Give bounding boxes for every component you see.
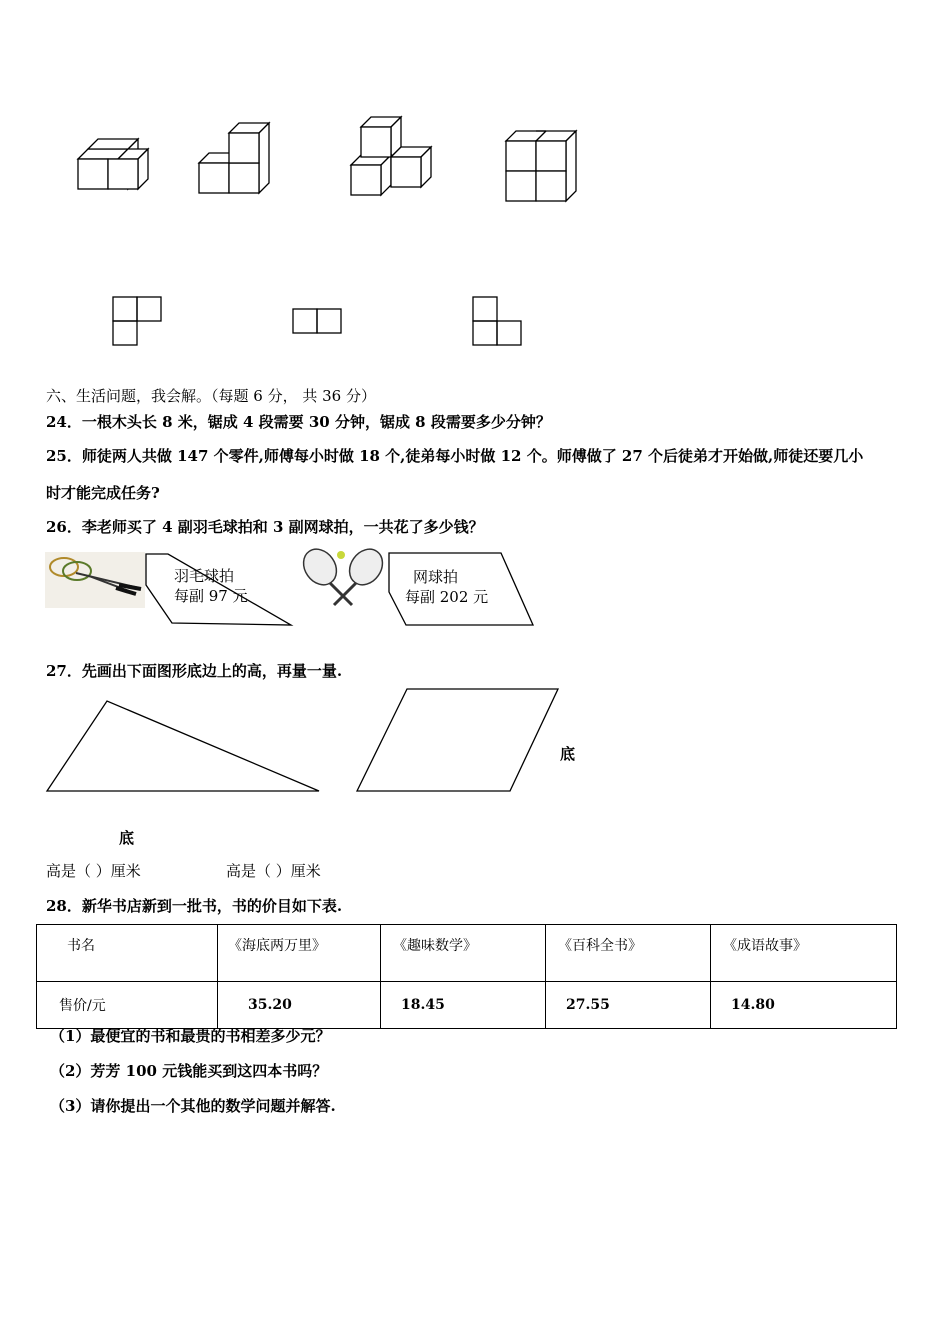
cube-figure-3 (351, 117, 431, 195)
badminton-tag-text (174, 566, 248, 606)
question-27: 27．先画出下面图形底边上的高，再量一量. (46, 662, 343, 680)
cube-figure-1 (78, 139, 148, 189)
parallelogram-height-answer: 高是（ ）厘米 (226, 862, 321, 880)
view-drawing-2 (293, 309, 341, 333)
question-24: 24．一根木头长 8 米，锯成 4 段需要 30 分钟，锯成 8 段需要多少分钟？ (46, 413, 551, 431)
book-cell: 《趣味数学》 (381, 925, 546, 982)
tennis-name: 网球拍 (413, 568, 459, 586)
price-cell: 14.80 (711, 982, 897, 1029)
badminton-name: 羽毛球拍 (174, 567, 235, 585)
badminton-racket-photo (45, 552, 145, 608)
price-cell: 27.55 (546, 982, 711, 1029)
question-28: 28．新华书店新到一批书，书的价目如下表. (46, 897, 343, 915)
view-drawing-1 (113, 297, 161, 345)
parallelogram-shape (357, 689, 558, 791)
book-cell: 《成语故事》 (711, 925, 897, 982)
question-28-sub2: （2）芳芳 100 元钱能买到这四本书吗？ (50, 1062, 328, 1080)
parallelogram-base-label: 底 (560, 745, 576, 763)
price-cell: 18.45 (381, 982, 546, 1029)
section-heading: 六、生活问题，我会解。（每题 6 分， 共 36 分） (46, 387, 376, 405)
question-26: 26．李老师买了 4 副羽毛球拍和 3 副网球拍，一共花了多少钱？ (46, 518, 484, 536)
cube-figure-4 (506, 131, 576, 201)
question-28-sub3: （3）请你提出一个其他的数学问题并解答. (50, 1097, 336, 1115)
badminton-price: 每副 97 元 (174, 587, 248, 605)
book-cell: 《百科全书》 (546, 925, 711, 982)
question-28-sub1: （1）最便宜的书和最贵的书相差多少元？ (50, 1027, 331, 1045)
price-cell: 35.20 (218, 982, 381, 1029)
question-25-line1: 25．师徒两人共做 147 个零件,师傅每小时做 18 个,徒弟每小时做 12 个。师傅做了 27 个后徒弟才开始做,师徒还要几小 (46, 447, 864, 465)
triangle-base-label: 底 (119, 829, 135, 847)
header-label-cell: 书名 (37, 925, 218, 982)
tennis-racket-picture (293, 545, 389, 608)
triangle-shape (47, 701, 319, 791)
view-drawing-3 (473, 297, 521, 345)
book-price-table (36, 924, 897, 1029)
q27-shapes (0, 680, 600, 800)
cube-figures (0, 0, 950, 360)
table-row (37, 982, 897, 1029)
table-row (37, 925, 897, 982)
cube-figure-2 (199, 123, 269, 193)
price-label-cell: 售价/元 (37, 982, 218, 1029)
tennis-price: 每副 202 元 (405, 588, 489, 606)
triangle-height-answer: 高是（ ）厘米 (46, 862, 141, 880)
tennis-tag-text (405, 567, 488, 607)
book-cell: 《海底两万里》 (218, 925, 381, 982)
question-25-line2: 时才能完成任务? (46, 484, 160, 502)
